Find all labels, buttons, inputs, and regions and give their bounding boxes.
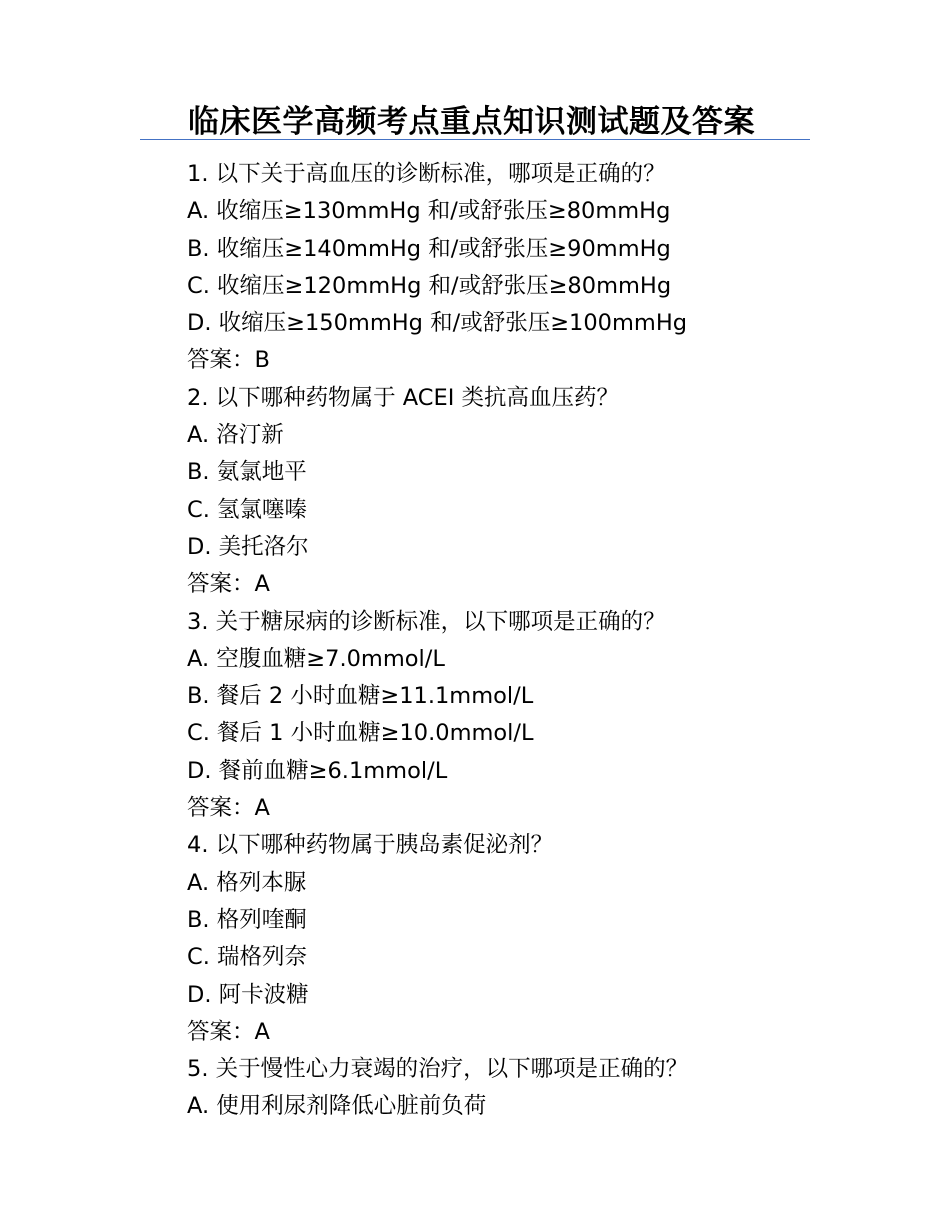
question-option: C. 瑞格列奈 bbox=[187, 944, 308, 971]
question-answer: 答案：A bbox=[187, 795, 270, 822]
question-answer: 答案：A bbox=[187, 1018, 270, 1045]
question-option: D. 美托洛尔 bbox=[187, 533, 309, 560]
question-stem: 5. 关于慢性心力衰竭的治疗，以下哪项是正确的？ bbox=[187, 1056, 689, 1083]
question-option: D. 餐前血糖≥6.1mmol/L bbox=[187, 757, 448, 784]
question-list bbox=[187, 156, 827, 1126]
question-option: C. 餐后 1 小时血糖≥10.0mmol/L bbox=[187, 720, 534, 747]
question-option: C. 氢氯噻嗪 bbox=[187, 496, 308, 523]
question-option: D. 阿卡波糖 bbox=[187, 981, 309, 1008]
document-title: 临床医学高频考点重点知识测试题及答案 bbox=[188, 104, 755, 140]
question-option: A. 收缩压≥130mmHg 和/或舒张压≥80mmHg bbox=[187, 198, 671, 225]
question-option: A. 洛汀新 bbox=[187, 422, 284, 449]
title-underline bbox=[140, 139, 810, 140]
question-option: C. 收缩压≥120mmHg 和/或舒张压≥80mmHg bbox=[187, 272, 672, 299]
question-option: D. 收缩压≥150mmHg 和/或舒张压≥100mmHg bbox=[187, 310, 688, 337]
question-stem: 1. 以下关于高血压的诊断标准，哪项是正确的？ bbox=[187, 161, 666, 187]
question-stem: 2. 以下哪种药物属于 ACEI 类抗高血压药？ bbox=[187, 384, 619, 411]
question-option: B. 格列喹酮 bbox=[187, 906, 307, 933]
question-stem: 4. 以下哪种药物属于胰岛素促泌剂？ bbox=[187, 832, 554, 859]
question-stem: 3. 关于糖尿病的诊断标准，以下哪项是正确的？ bbox=[187, 608, 666, 635]
question-option: A. 格列本脲 bbox=[187, 869, 307, 896]
question-answer: 答案：B bbox=[187, 347, 270, 374]
question-option: B. 餐后 2 小时血糖≥11.1mmol/L bbox=[187, 683, 534, 710]
question-answer: 答案：A bbox=[187, 571, 270, 598]
question-option: B. 氨氯地平 bbox=[187, 459, 307, 486]
question-option: B. 收缩压≥140mmHg 和/或舒张压≥90mmHg bbox=[187, 235, 671, 262]
question-option: A. 空腹血糖≥7.0mmol/L bbox=[187, 645, 445, 672]
question-option: A. 使用利尿剂降低心脏前负荷 bbox=[187, 1093, 487, 1120]
